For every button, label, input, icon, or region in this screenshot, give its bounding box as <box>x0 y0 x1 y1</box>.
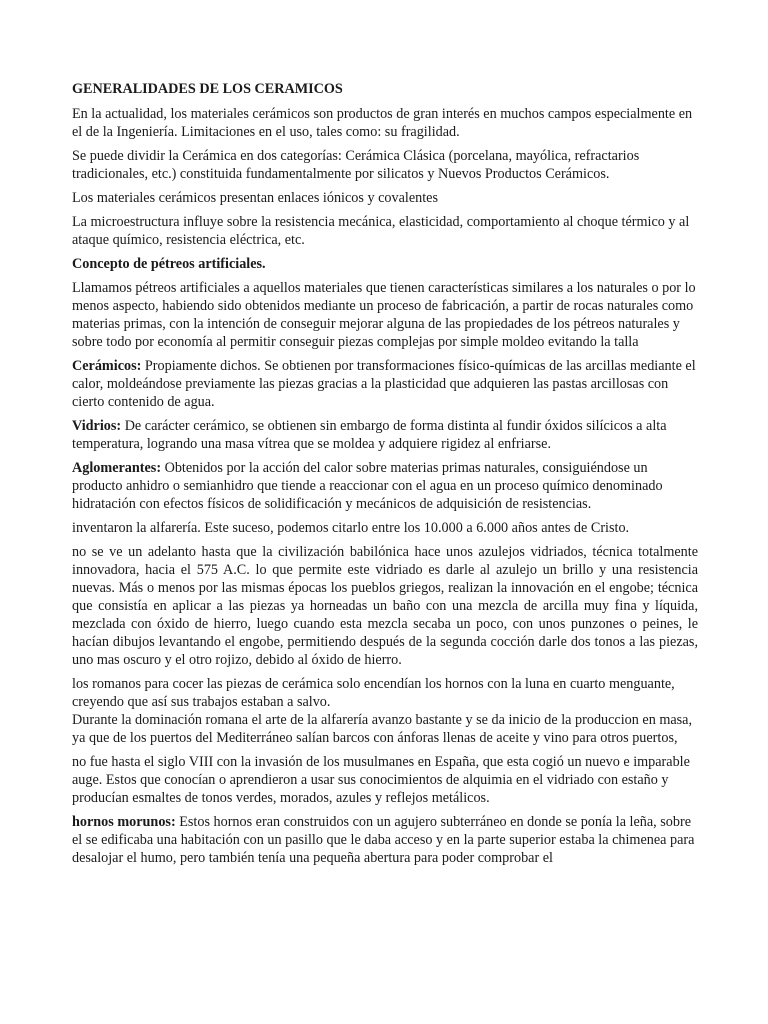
paragraph-petreos-definition: Llamamos pétreos artificiales a aquellos materiales que tienen características similares a los naturales o por lo menos aspecto, habiendo sido obtenidos mediante un proceso de fabricación, a partir de rocas naturales como materias primas, con la intención de conseguir mejorar alguna de las propiedades de los pétreos naturales y sobre todo por economía al permitir conseguir piezas complejas por simple moldeo evitando la talla <box>72 280 696 350</box>
document-title: GENERALIDADES DE LOS CERAMICOS <box>72 81 343 97</box>
text-ceramicos: Propiamente dichos. Se obtienen por transformaciones físico-químicas de las arcillas mediante el calor, moldeándose previamente las piezas gracias a la plasticidad que adquieren las pastas arcillosas con cierto contenido de agua. <box>72 358 696 410</box>
paragraph-alfareria: inventaron la alfarería. Este suceso, podemos citarlo entre los 10.000 a 6.000 años antes de Cristo. <box>72 520 630 536</box>
paragraph-vidrios <box>72 417 698 453</box>
term-vidrios: Vidrios: <box>72 418 122 434</box>
paragraph-categories: Se puede dividir la Cerámica en dos categorías: Cerámica Clásica (porcelana, mayólica, refractarios tradicionales, etc.) constituida fundamentalmente por silicatos y Nuevos Productos Cerámicos. <box>72 148 640 182</box>
text-hornos-morunos: Estos hornos eran construidos con un agujero subterráneo en donde se ponía la leña, sobre el se edificaba una habitación con un pasillo que le daba acceso y en la parte superior estaba la chimenea para desalojar el humo, pero también tenía una pequeña abertura para poder comprobar el <box>72 814 695 866</box>
heading-petreos: Concepto de pétreos artificiales. <box>72 256 266 272</box>
paragraph-romanos: los romanos para cocer las piezas de cerámica solo encendían los hornos con la luna en cuarto menguante, creyendo que así sus trabajos estaban a salvo. <box>72 676 675 710</box>
paragraph-bonds: Los materiales cerámicos presentan enlaces iónicos y covalentes <box>72 190 438 206</box>
document-page <box>72 80 698 873</box>
term-hornos-morunos: hornos morunos: <box>72 814 176 830</box>
paragraph-aglomerantes <box>72 459 698 513</box>
paragraph-musulmanes: no fue hasta el siglo VIII con la invasión de los musulmanes en España, que esta cogió un nuevo e imparable auge. Estos que conocían o aprendieron a usar sus conocimientos de alquimia en el vidriado con estaño y producían esmaltes de tonos verdes, morados, azules y reflejos metálicos. <box>72 754 690 806</box>
text-aglomerantes: Obtenidos por la acción del calor sobre materias primas naturales, consiguiéndose un producto anhidro o semianhidro que tiende a reaccionar con el agua en un proceso químico denominado hidratación con efectos físicos de solidificación y mecánicos de adquisición de resistencias. <box>72 460 663 512</box>
paragraph-ceramicos <box>72 357 698 411</box>
paragraph-babilonica: no se ve un adelanto hasta que la civilización babilónica hace unos azulejos vidriados, técnica totalmente innovadora, hacia el 575 A.C. lo que permite este vidriado es darle al azulejo un brillo y una resistencia nuevas. Más o menos por las mismas épocas los pueblos griegos, realizan la innovación en el engobe; técnica que consistía en aplicar a las piezas ya horneadas un baño con una mezcla de arcilla muy fina y líquida, mezclada con óxido de hierro, luego cuando esta mezcla secaba un poco, con unos punzones o peines, le hacían dibujos levantando el engobe, permitiendo después de la segunda cocción darle dos tonos a las piezas, uno mas oscuro y el otro rojizo, debido al óxido de hierro. <box>72 544 698 668</box>
paragraph-dominacion-romana: Durante la dominación romana el arte de la alfarería avanzo bastante y se da inicio de la produccion en masa, ya que de los puertos del Mediterráneo salían barcos con ánforas llenas de aceite y vino para otros puertos, <box>72 712 693 746</box>
paragraph-hornos-morunos <box>72 813 698 867</box>
term-ceramicos: Cerámicos: <box>72 358 142 374</box>
term-aglomerantes: Aglomerantes: <box>72 460 162 476</box>
text-vidrios: De carácter cerámico, se obtienen sin embargo de forma distinta al fundir óxidos silícicos a alta temperatura, logrando una masa vítrea que se moldea y adquiere rigidez al enfriarse. <box>72 418 667 452</box>
paragraph-intro: En la actualidad, los materiales cerámicos son productos de gran interés en muchos campos especialmente en el de la Ingeniería. Limitaciones en el uso, tales como: su fragilidad. <box>72 106 693 140</box>
paragraph-microstructure: La microestructura influye sobre la resistencia mecánica, elasticidad, comportamiento al choque térmico y al ataque químico, resistencia eléctrica, etc. <box>72 214 690 248</box>
